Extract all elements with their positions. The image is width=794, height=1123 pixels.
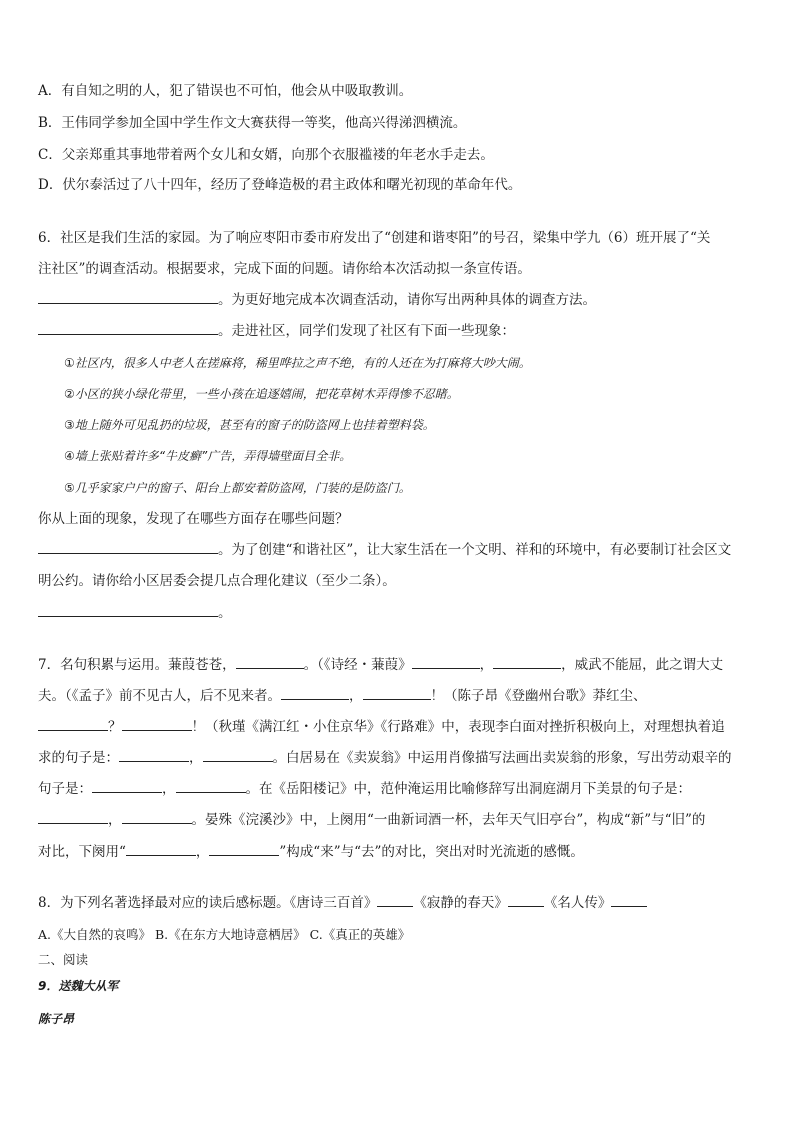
q6-phenomena-line xyxy=(38,322,764,340)
q7-text: 夫。（《孟子》前不见古人，后不见来者。 xyxy=(38,688,281,704)
q6-final-line xyxy=(38,604,764,622)
answer-blank[interactable] xyxy=(126,843,196,856)
q5-option-c: C．父亲郑重其事地带着两个女儿和女婿，向那个衣服褴褛的年老水手走去。 xyxy=(38,147,494,163)
answer-blank[interactable] xyxy=(203,749,273,762)
q8-line-1 xyxy=(38,894,764,912)
q7-text: ？ xyxy=(108,719,122,735)
q7-line-3 xyxy=(38,718,764,736)
answer-blank[interactable] xyxy=(377,894,413,907)
q6-phenomenon-5: ⑤几乎家家户户的窗子、阳台上都安着防盗网，门装的是防盗门。 xyxy=(64,481,411,495)
q5-option-b: B．王伟同学参加全国中学生作文大赛获得一等奖，他高兴得涕泗横流。 xyxy=(38,115,467,131)
q7-text: 。（《诗经・蒹葭》 xyxy=(303,657,412,673)
section-heading: 二、阅读 xyxy=(38,952,89,967)
q7-text: ， xyxy=(189,750,203,766)
q6-suggest-text: 。为了创建“和谐社区”，让大家生活在一个文明、祥和的环境中，有必要制订社会区文 xyxy=(218,542,732,558)
answer-blank[interactable] xyxy=(611,894,647,907)
answer-blank[interactable] xyxy=(363,687,431,700)
q9-title: 9．送魏大从军 xyxy=(38,979,119,993)
q7-text: ！（秋瑾《满江红・小住京华》《行路难》中，表现李白面对挫折积极向上，对理想执着追 xyxy=(191,719,725,735)
answer-blank[interactable] xyxy=(119,749,189,762)
q5-option-a: A．有自知之明的人，犯了错误也不可怕，他会从中吸取教训。 xyxy=(38,83,413,99)
end-mark: 。 xyxy=(218,605,232,621)
q6-suggest-line-1 xyxy=(38,541,764,559)
q6-methods-text: 。为更好地完成本次调查活动，请你写出两种具体的调查方法。 xyxy=(218,292,596,308)
q6-suggest-line-2: 明公约。请你给小区居委会提几点合理化建议（至少二条）。 xyxy=(38,573,396,589)
q8-text: 8．为下列名著选择最对应的读后感标题。《唐诗三百首》 xyxy=(38,895,378,911)
q7-text: ， xyxy=(162,781,176,797)
q7-text: ，威武不能屈，此之谓大丈 xyxy=(561,657,724,673)
q7-text: 句子是： xyxy=(38,781,92,797)
q7-line-1 xyxy=(38,656,764,674)
q6-problems-question: 你从上面的现象，发现了在哪些方面存在哪些问题？ xyxy=(38,511,349,527)
q7-text: ， xyxy=(349,688,363,704)
answer-blank[interactable] xyxy=(412,656,480,669)
q7-line-7 xyxy=(38,843,764,861)
answer-blank[interactable] xyxy=(38,811,108,824)
answer-blank[interactable] xyxy=(209,843,279,856)
answer-blank[interactable] xyxy=(38,604,218,617)
q7-text: 对比，下阕用“ xyxy=(38,844,126,860)
q6-intro-line-1: 6．社区是我们生活的家园。为了响应枣阳市委市府发出了“创建和谐枣阳”的号召，梁集中学九（6）班开展了“关 xyxy=(38,230,711,246)
q7-text: 。白居易在《卖炭翁》中运用肖像描写法画出卖炭翁的形象，写出劳动艰辛的 xyxy=(272,750,732,766)
q7-text: 7．名句积累与运用。蒹葭苍苍， xyxy=(38,657,236,673)
q9-author: 陈子昂 xyxy=(38,1012,75,1026)
q7-text: 。在《岳阳楼记》中，范仲淹运用比喻修辞写出洞庭湖月下美景的句子是： xyxy=(245,781,691,797)
answer-blank[interactable] xyxy=(38,541,218,554)
answer-blank[interactable] xyxy=(92,780,162,793)
q7-line-5 xyxy=(38,780,764,798)
q7-text: ， xyxy=(195,844,210,860)
q7-text: ， xyxy=(479,657,494,673)
answer-blank[interactable] xyxy=(122,718,192,731)
q6-phenomenon-1: ①社区内，很多人中老人在搓麻将，稀里哗拉之声不绝，有的人还在为打麻将大吵大闹。 xyxy=(64,356,531,370)
q7-text: ！（陈子昂《登幽州台歌》莽红尘、 xyxy=(430,688,647,704)
answer-blank[interactable] xyxy=(176,780,246,793)
answer-blank[interactable] xyxy=(122,811,192,824)
answer-blank[interactable] xyxy=(493,656,561,669)
q6-phenomena-text: 。走进社区，同学们发现了社区有下面一些现象： xyxy=(218,323,515,339)
q7-text: ”构成“来”与“去”的对比，突出对时光流逝的感慨。 xyxy=(279,844,584,860)
answer-blank[interactable] xyxy=(281,687,349,700)
q5-option-d: D．伏尔泰活过了八十四年，经历了登峰造极的君主政体和曙光初现的革命年代。 xyxy=(38,177,522,193)
q6-intro-line-2: 注社区”的调查活动。根据要求，完成下面的问题。请你给本次活动拟一条宣传语。 xyxy=(38,261,531,277)
answer-blank[interactable] xyxy=(38,718,108,731)
q6-phenomenon-3: ③地上随外可见乱扔的垃圾，甚至有的窗子的防盗网上也挂着塑料袋。 xyxy=(64,418,435,432)
answer-blank[interactable] xyxy=(236,656,304,669)
answer-blank[interactable] xyxy=(38,291,218,304)
answer-blank[interactable] xyxy=(508,894,544,907)
q8-options: A.《大自然的哀鸣》 B.《在东方大地诗意栖居》 C.《真正的英雄》 xyxy=(38,927,411,942)
q7-text: 。晏殊《浣溪沙》中，上阕用“一曲新词酒一杯，去年天气旧亭台”，构成“新”与“旧”的 xyxy=(191,812,706,828)
q6-methods-line xyxy=(38,291,764,309)
q6-phenomenon-2: ②小区的狭小绿化带里，一些小孩在追逐嬉闹，把花草树木弄得惨不忍睹。 xyxy=(64,387,459,401)
q8-text: 《名人传》 xyxy=(543,895,612,911)
answer-blank[interactable] xyxy=(38,322,218,335)
q7-text: 求的句子是： xyxy=(38,750,119,766)
q7-line-4 xyxy=(38,749,764,767)
q6-phenomenon-4: ④墙上张贴着许多“牛皮癣”广告，弄得墙壁面目全非。 xyxy=(64,449,352,463)
q7-line-6 xyxy=(38,811,764,829)
q8-text: 《寂静的春天》 xyxy=(413,895,508,911)
q7-line-2 xyxy=(38,687,764,705)
q7-text: ， xyxy=(108,812,122,828)
